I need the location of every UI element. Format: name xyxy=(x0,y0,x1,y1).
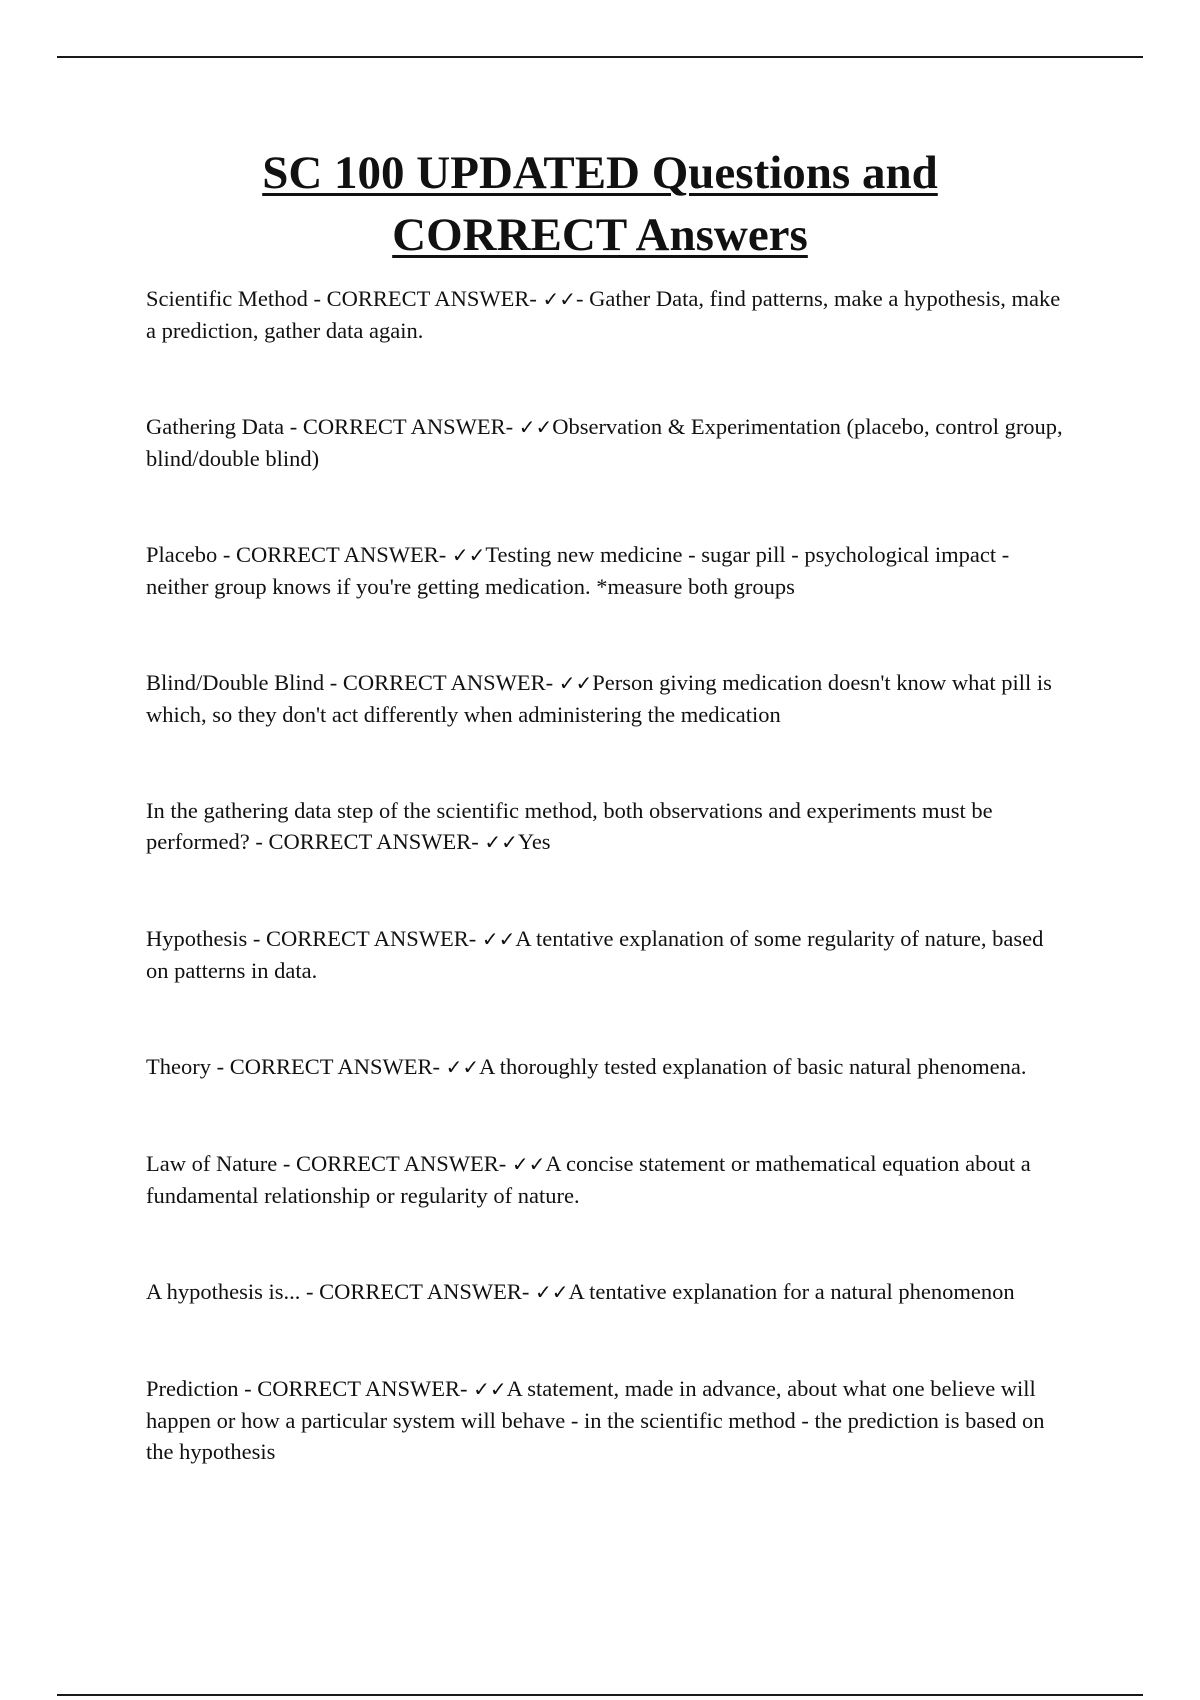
qa-answer: A tentative explanation of some regularity of nature, based on patterns in data. xyxy=(146,926,1044,983)
qa-answer: A tentative explanation for a natural phenomenon xyxy=(568,1279,1015,1304)
qa-answer: Testing new medicine - sugar pill - psychological impact - neither group knows if you're getting medication. *measure both groups xyxy=(146,542,1010,599)
document-title xyxy=(100,142,1100,266)
answer-label: CORRECT ANSWER- xyxy=(295,1151,507,1176)
title-line-2: CORRECT Answers xyxy=(392,209,808,261)
qa-list xyxy=(146,283,1066,1532)
qa-term: A hypothesis is... xyxy=(146,1279,301,1304)
check-mark-icon: ✓✓ xyxy=(535,1280,569,1304)
answer-label: CORRECT ANSWER- xyxy=(268,829,479,854)
qa-term: Gathering Data xyxy=(146,414,285,439)
qa-separator: - xyxy=(324,670,343,695)
qa-term: Placebo xyxy=(146,542,218,567)
answer-label: CORRECT ANSWER- xyxy=(326,286,537,311)
qa-answer: A statement, made in advance, about what one believe will happen or how a particular system will behave - in the scientific method - the prediction is based on the hypothesis xyxy=(146,1376,1045,1464)
check-mark-icon: ✓✓ xyxy=(451,543,486,567)
qa-separator: - xyxy=(217,542,236,567)
check-mark-icon: ✓✓ xyxy=(558,671,593,695)
qa-item xyxy=(146,1276,1066,1308)
qa-item xyxy=(146,411,1066,474)
bottom-divider xyxy=(57,1694,1143,1696)
answer-label: CORRECT ANSWER- xyxy=(235,542,447,567)
qa-separator: - xyxy=(284,414,303,439)
top-divider xyxy=(57,56,1143,58)
qa-term: Theory xyxy=(146,1054,211,1079)
qa-separator: - xyxy=(210,1054,230,1079)
qa-item xyxy=(146,923,1066,986)
check-mark-icon: ✓✓ xyxy=(511,1152,546,1176)
check-mark-icon: ✓✓ xyxy=(542,287,576,311)
qa-item xyxy=(146,667,1066,730)
qa-separator: - xyxy=(247,926,266,951)
qa-item xyxy=(146,795,1066,858)
qa-answer: A thoroughly tested explanation of basic natural phenomena. xyxy=(479,1054,1027,1079)
check-mark-icon: ✓✓ xyxy=(481,927,516,951)
qa-item xyxy=(146,1051,1066,1083)
answer-label: CORRECT ANSWER- xyxy=(319,1279,530,1304)
check-mark-icon: ✓✓ xyxy=(518,415,553,439)
qa-item xyxy=(146,283,1066,346)
qa-separator: - xyxy=(300,1279,320,1304)
qa-answer: Observation & Experimentation (placebo, control group, blind/double blind) xyxy=(146,414,1063,471)
qa-separator: - xyxy=(249,829,269,854)
qa-separator: - xyxy=(238,1376,258,1401)
qa-separator: - xyxy=(307,286,327,311)
answer-label: CORRECT ANSWER- xyxy=(302,414,514,439)
qa-answer: A concise statement or mathematical equation about a fundamental relationship or regularity of nature. xyxy=(146,1151,1031,1208)
qa-term: Law of Nature xyxy=(146,1151,278,1176)
qa-term: Prediction xyxy=(146,1376,239,1401)
qa-term: Hypothesis xyxy=(146,926,248,951)
answer-label: CORRECT ANSWER- xyxy=(266,926,477,951)
check-mark-icon: ✓✓ xyxy=(473,1377,507,1401)
qa-item xyxy=(146,539,1066,602)
qa-answer: Person giving medication doesn't know what pill is which, so they don't act differently when administering the medication xyxy=(146,670,1052,727)
title-line-1: SC 100 UPDATED Questions and xyxy=(262,147,938,199)
qa-item xyxy=(146,1373,1066,1467)
qa-term: Scientific Method xyxy=(146,286,308,311)
qa-term: Blind/Double Blind xyxy=(146,670,325,695)
qa-item xyxy=(146,1148,1066,1211)
qa-answer: Yes xyxy=(517,829,551,854)
answer-label: CORRECT ANSWER- xyxy=(342,670,554,695)
check-mark-icon: ✓✓ xyxy=(484,830,518,854)
qa-term: In the gathering data step of the scientific method, both observations and experiments must be performed? xyxy=(146,798,993,854)
answer-label: CORRECT ANSWER- xyxy=(229,1054,440,1079)
answer-label: CORRECT ANSWER- xyxy=(257,1376,468,1401)
check-mark-icon: ✓✓ xyxy=(445,1055,480,1079)
qa-answer: - Gather Data, find patterns, make a hypothesis, make a prediction, gather data again. xyxy=(146,286,1061,343)
qa-separator: - xyxy=(277,1151,296,1176)
